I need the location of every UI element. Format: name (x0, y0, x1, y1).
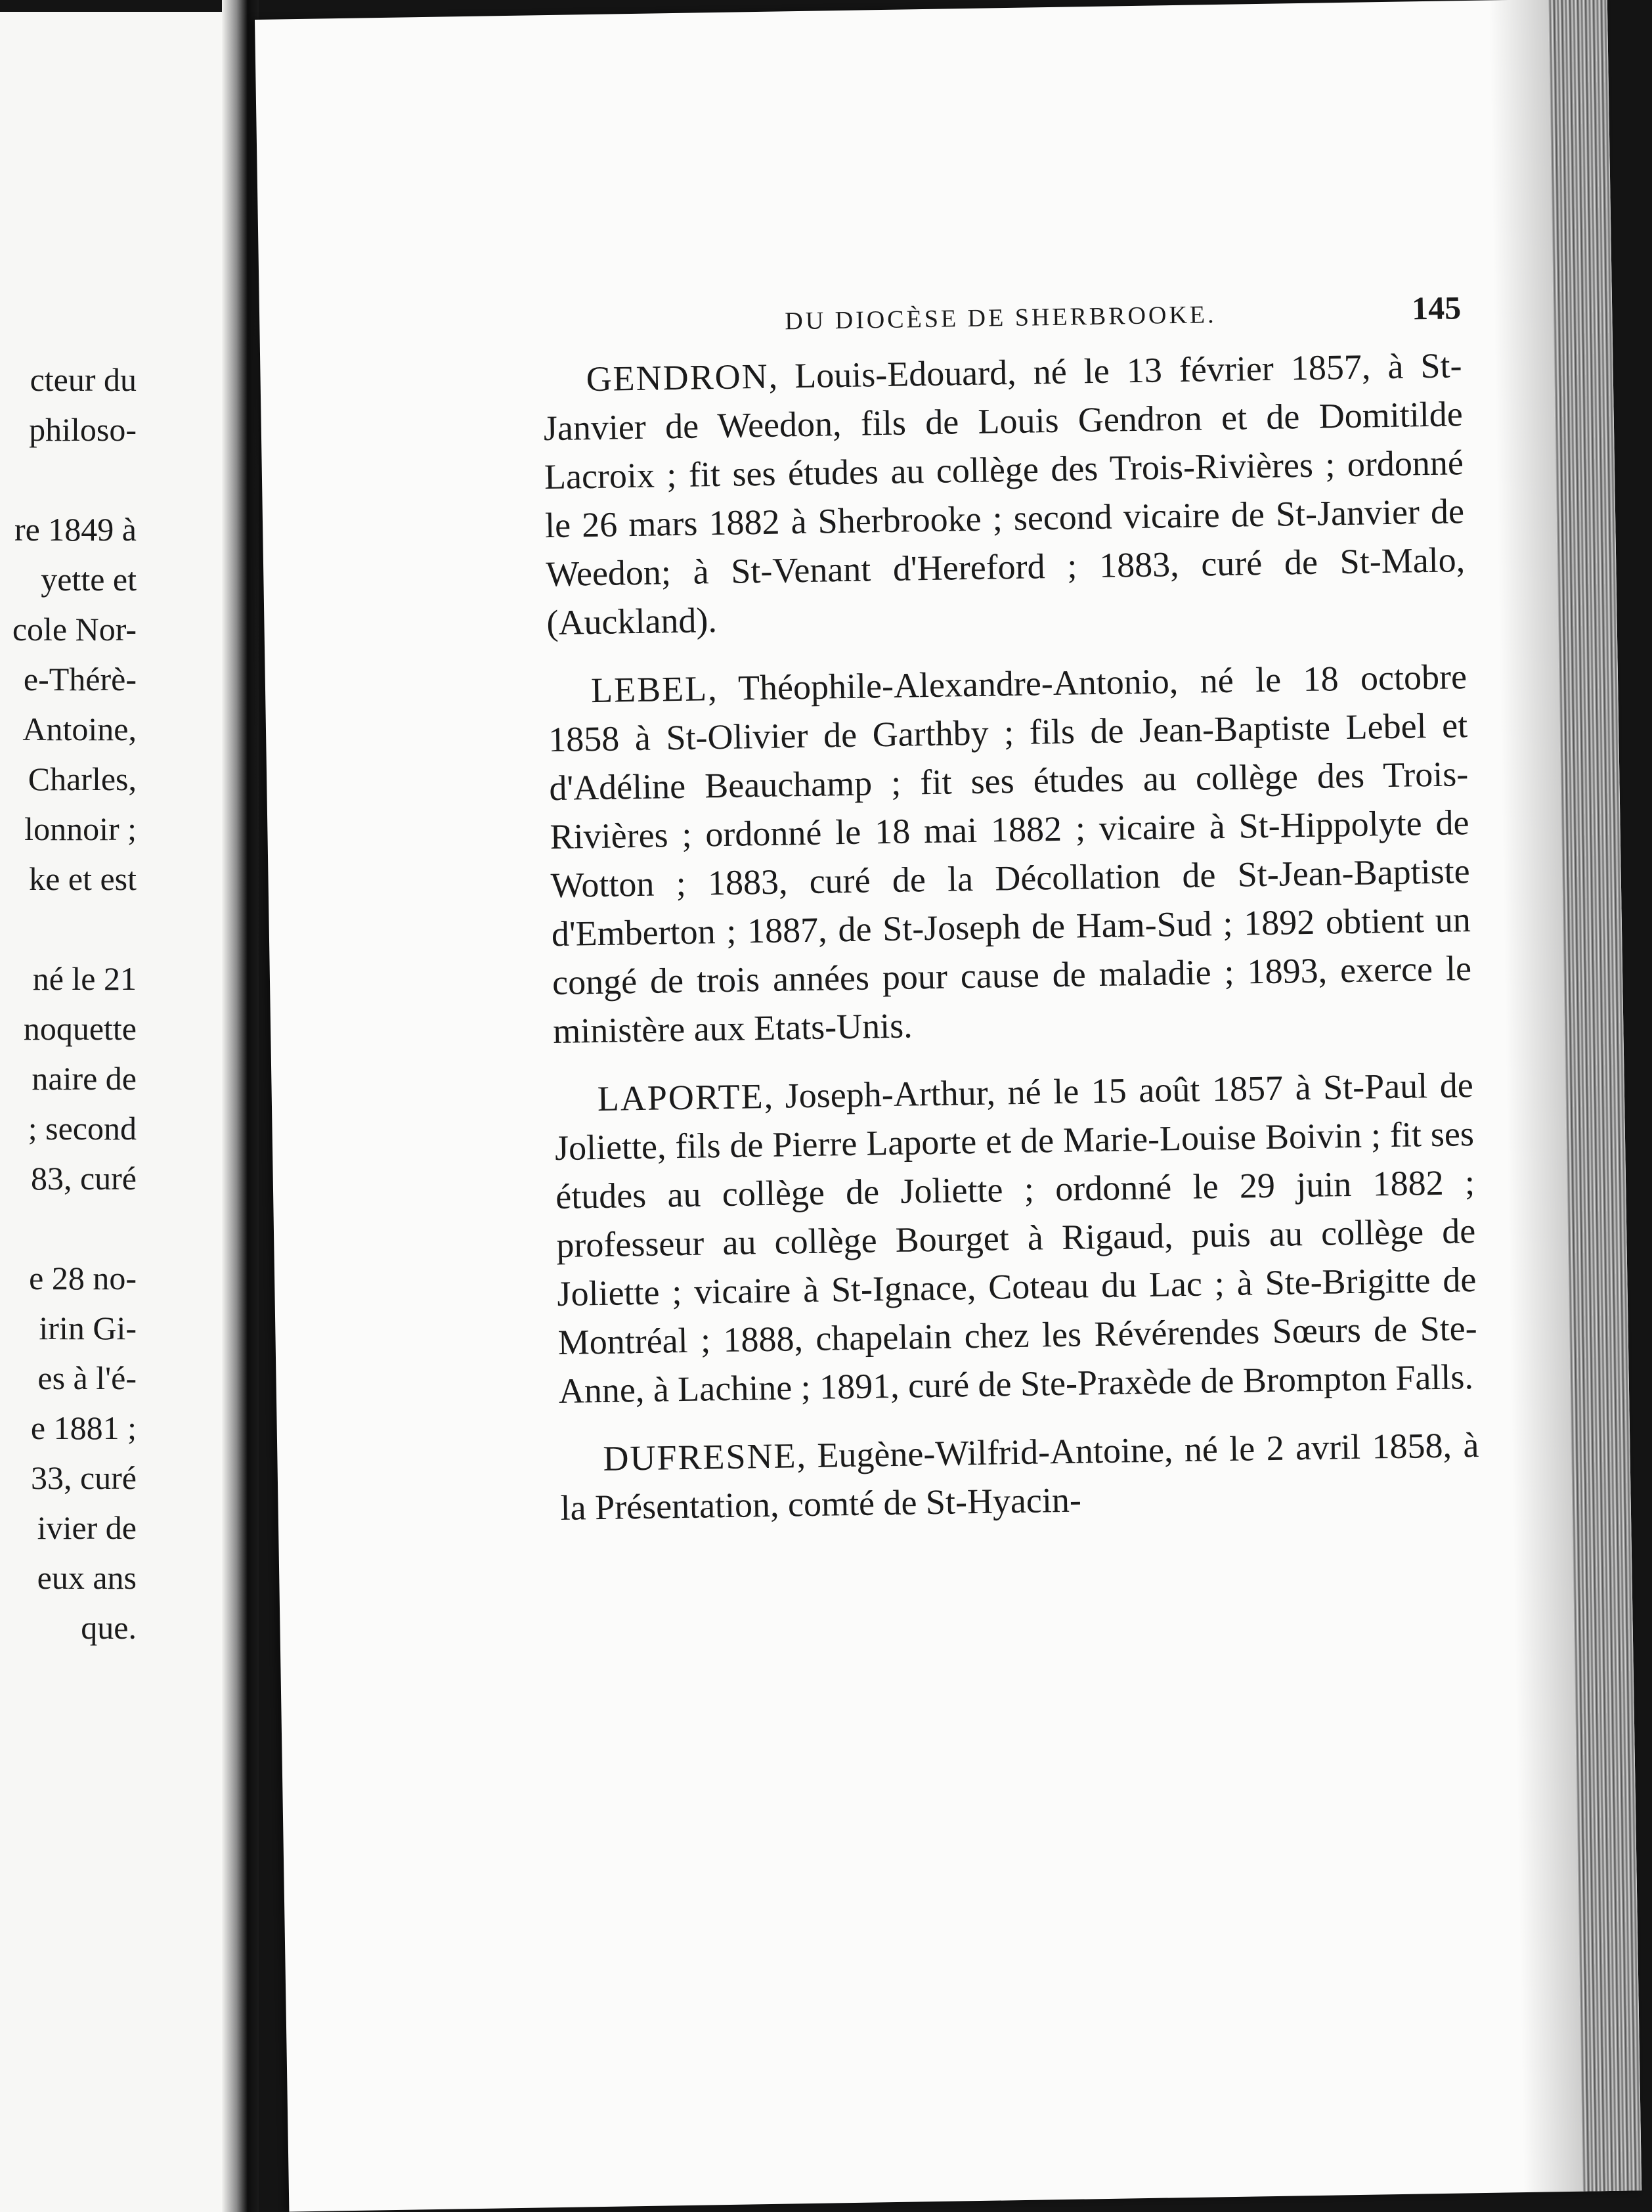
book-page (255, 0, 1641, 2212)
previous-page-line: eux ans (37, 1559, 137, 1596)
previous-page-line: Charles, (28, 761, 137, 797)
entry-name: LAPORTE (597, 1076, 765, 1119)
entry-text: , Théophile-Alexandre-Antonio, né le 18 octobre 1858 à St-Olivier de Garthby ; fils de Jean-Baptiste Lebel et d'Adéline Beauchamp ; fit ses études au collège des Trois-Rivières ; ordonné le 18 mai 1882 ; vicaire à St-Hippolyte de Wotton ; 1883, curé de la Décollation de St-Jean-Baptiste d'Emberton ; 1887, de St-Joseph de Ham-Sud ; 1892 obtient un congé de trois années pour cause de maladie ; 1893, exerce le ministère aux Etats-Unis. (548, 657, 1472, 1051)
entry-name: LEBEL (590, 669, 708, 711)
previous-page-line: yette et (41, 561, 137, 598)
previous-page-line: cole Nor- (12, 611, 137, 648)
previous-page-line: philoso- (29, 411, 137, 448)
previous-page-line: ke et est (29, 860, 137, 897)
previous-page-line: naire de (32, 1060, 137, 1097)
entry-text: , Joseph-Arthur, né le 15 août 1857 à St-Paul de Joliette, fils de Pierre Laporte et de Marie-Louise Boivin ; fit ses études au collège de Joliette ; ordonné le 29 juin 1882 ; professeur au collège Bourget à Rigaud, puis au collège de Joliette ; vicaire à St-Ignace, Coteau du Lac ; à Ste-Brigitte de Montréal ; 1888, chapelain chez les Révérendes Sœurs de Ste-Anne, à Lachine ; 1891, curé de Ste-Praxède de Brompton Falls. (554, 1065, 1477, 1411)
previous-page-line: ; second (28, 1110, 137, 1147)
previous-page-line: e-Thérè- (23, 661, 137, 697)
previous-page-line: irin Gi- (39, 1310, 137, 1346)
page-number: 145 (1411, 289, 1462, 327)
book-gutter (222, 0, 259, 2212)
previous-page-line: e 28 no- (29, 1260, 137, 1296)
entry-name: DUFRESNE (603, 1436, 797, 1478)
entry-dufresne (559, 1421, 1480, 1532)
entry-text: , Eugène-Wilfrid-Antoine, né le 2 avril 1858, à la Présentation, comté de St-Hyacin- (560, 1425, 1479, 1528)
entry-text: , Louis-Edouard, né le 13 février 1857, à St-Janvier de Weedon, fils de Louis Gendron et de Domitilde Lacroix ; fit ses études au collège des Trois-Rivières ; ordonné le 26 mars 1882 à Sherbrooke ; second vicaire de St-Janvier de Weedon; à St-Venant d'Hereford ; 1883, curé de St-Malo, (Auckland). (543, 345, 1466, 643)
previous-page-line: es à l'é- (37, 1360, 137, 1396)
previous-page-line: re 1849 à (14, 511, 137, 548)
running-title: DU DIOCÈSE DE SHERBROOKE. (784, 301, 1217, 336)
entry-laporte (554, 1061, 1478, 1415)
previous-page-line: ivier de (37, 1509, 137, 1546)
previous-page-line: cteur du (30, 361, 137, 398)
page-body (542, 341, 1480, 1552)
previous-page-fragment (0, 12, 230, 2212)
running-head (548, 288, 1462, 341)
previous-page-line: né le 21 (32, 960, 137, 997)
entry-gendron (542, 341, 1466, 647)
previous-page-line: lonnoir ; (24, 810, 137, 847)
previous-page-line: 83, curé (30, 1160, 137, 1197)
previous-page-line: 33, curé (30, 1459, 137, 1496)
previous-page-line: Antoine, (22, 711, 137, 747)
entry-lebel (548, 652, 1473, 1055)
previous-page-line: e 1881 ; (30, 1409, 137, 1446)
previous-page-line: que. (81, 1609, 137, 1646)
entry-name: GENDRON (586, 356, 770, 399)
previous-page-line: noquette (23, 1010, 137, 1047)
